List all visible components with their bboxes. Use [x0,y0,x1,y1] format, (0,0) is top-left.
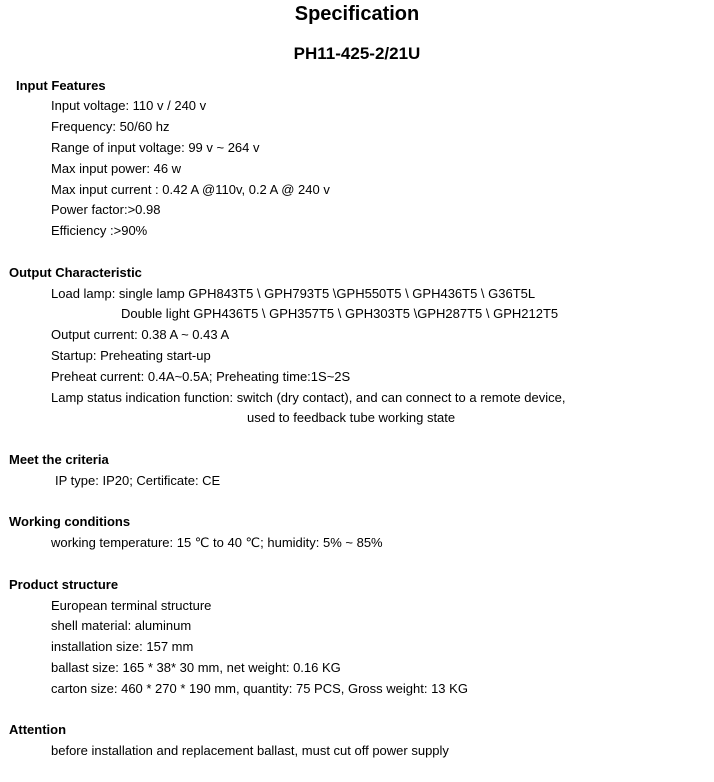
efficiency-line: Efficiency :>90% [51,223,148,238]
max-input-current-line: Max input current : 0.42 A @110v, 0.2 A @ 240 v [51,182,330,197]
attention-line: before installation and replacement ballast, must cut off power supply [51,743,449,758]
output-current-line: Output current: 0.38 A ~ 0.43 A [51,327,230,342]
lamp-status-line: Lamp status indication function: switch (dry contact), and can connect to a remote device, [51,390,566,405]
ballast-size-line: ballast size: 165 * 38* 30 mm, net weight: 0.16 KG [51,660,341,675]
load-lamp-double-line: Double light GPH436T5 \ GPH357T5 \ GPH303T5 \GPH287T5 \ GPH212T5 [121,306,559,321]
terminal-structure-line: European terminal structure [51,598,212,613]
model-number: PH11-425-2/21U [293,44,421,63]
input-voltage-line: Input voltage: 110 v / 240 v [51,98,207,113]
load-lamp-single-line: Load lamp: single lamp GPH843T5 \ GPH793T5 \GPH550T5 \ GPH436T5 \ G36T5L [51,286,536,301]
working-conditions-heading: Working conditions [9,514,131,529]
page-title: Specification [294,3,420,25]
power-factor-line: Power factor:>0.98 [51,202,161,217]
attention-heading: Attention [9,722,67,737]
max-input-power-line: Max input power: 46 w [51,161,182,176]
carton-size-line: carton size: 460 * 270 * 190 mm, quantity: 75 PCS, Gross weight: 13 KG [51,681,468,696]
preheat-line: Preheat current: 0.4A~0.5A; Preheating time:1S~2S [51,369,351,384]
criteria-line: IP type: IP20; Certificate: CE [55,473,221,488]
startup-line: Startup: Preheating start-up [51,348,211,363]
criteria-heading: Meet the criteria [9,452,109,467]
input-voltage-range-line: Range of input voltage: 99 v ~ 264 v [51,140,260,155]
frequency-line: Frequency: 50/60 hz [51,119,170,134]
product-structure-heading: Product structure [9,577,119,592]
input-features-heading: Input Features [16,78,106,93]
lamp-status-continuation-line: used to feedback tube working state [247,410,456,425]
output-characteristic-heading: Output Characteristic [9,265,142,280]
shell-material-line: shell material: aluminum [51,618,192,633]
installation-size-line: installation size: 157 mm [51,639,194,654]
working-conditions-line: working temperature: 15 ℃ to 40 ℃; humidity: 5% ~ 85% [51,535,383,550]
